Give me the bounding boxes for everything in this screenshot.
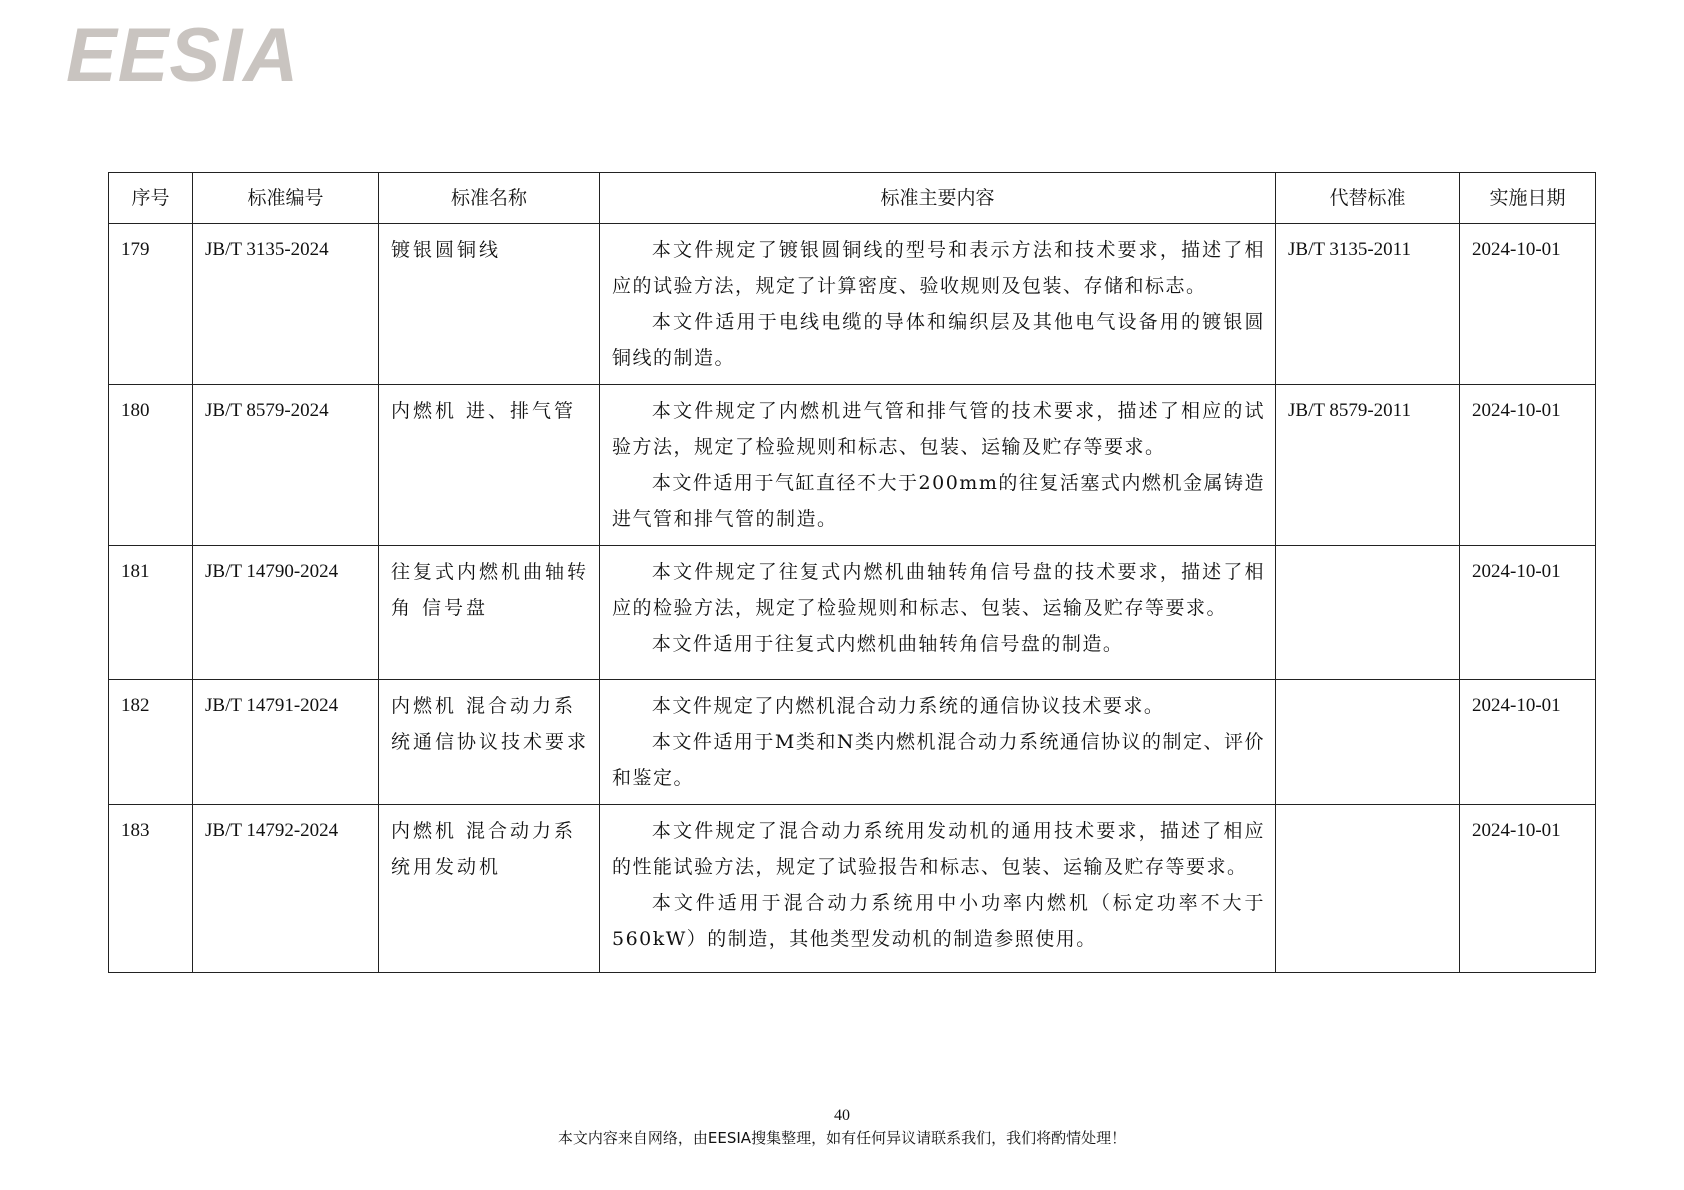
standard-code: JB/T 8579-2024 xyxy=(193,385,379,546)
row-number: 181 xyxy=(109,546,193,680)
replaced-standard: JB/T 8579-2011 xyxy=(1276,385,1460,546)
page-number: 40 xyxy=(834,1107,850,1124)
standard-content xyxy=(600,224,1276,385)
standard-name: 镀银圆铜线 xyxy=(379,224,600,385)
column-header-date: 实施日期 xyxy=(1460,173,1596,224)
table-row xyxy=(109,805,1596,973)
standard-name: 内燃机 进、排气管 xyxy=(379,385,600,546)
standard-content xyxy=(600,385,1276,546)
row-number: 182 xyxy=(109,680,193,805)
content-paragraph: 本文件规定了内燃机进气管和排气管的技术要求，描述了相应的试验方法，规定了检验规则和标志、包装、运输及贮存等要求。 xyxy=(612,400,1265,458)
content-paragraph: 本文件适用于气缸直径不大于200mm的往复活塞式内燃机金属铸造进气管和排气管的制造。 xyxy=(612,472,1265,530)
column-header-name: 标准名称 xyxy=(379,173,600,224)
standard-content xyxy=(600,680,1276,805)
content-paragraph: 本文件适用于M类和N类内燃机混合动力系统通信协议的制定、评价和鉴定。 xyxy=(612,731,1265,789)
column-header-content: 标准主要内容 xyxy=(600,173,1276,224)
column-header-code: 标准编号 xyxy=(193,173,379,224)
standard-content xyxy=(600,546,1276,680)
standard-code: JB/T 14790-2024 xyxy=(193,546,379,680)
content-paragraph: 本文件规定了往复式内燃机曲轴转角信号盘的技术要求，描述了相应的检验方法，规定了检验规则和标志、包装、运输及贮存等要求。 xyxy=(612,561,1265,619)
replaced-standard xyxy=(1276,805,1460,973)
table-row xyxy=(109,385,1596,546)
replaced-standard: JB/T 3135-2011 xyxy=(1276,224,1460,385)
implementation-date: 2024-10-01 xyxy=(1460,680,1596,805)
column-header-no: 序号 xyxy=(109,173,193,224)
row-number: 179 xyxy=(109,224,193,385)
table-header-row xyxy=(109,173,1596,224)
content-paragraph: 本文件适用于电线电缆的导体和编织层及其他电气设备用的镀银圆铜线的制造。 xyxy=(612,311,1265,369)
content-paragraph: 本文件适用于混合动力系统用中小功率内燃机（标定功率不大于560kW）的制造，其他类型发动机的制造参照使用。 xyxy=(612,892,1265,950)
row-number: 180 xyxy=(109,385,193,546)
row-number: 183 xyxy=(109,805,193,973)
eesia-logo: EESIA xyxy=(66,13,300,98)
standard-name: 内燃机 混合动力系统通信协议技术要求 xyxy=(379,680,600,805)
standards-table xyxy=(108,172,1596,973)
standard-code: JB/T 14792-2024 xyxy=(193,805,379,973)
table-row xyxy=(109,224,1596,385)
implementation-date: 2024-10-01 xyxy=(1460,805,1596,973)
content-paragraph: 本文件规定了镀银圆铜线的型号和表示方法和技术要求，描述了相应的试验方法，规定了计算密度、验收规则及包装、存储和标志。 xyxy=(612,239,1265,297)
replaced-standard xyxy=(1276,680,1460,805)
implementation-date: 2024-10-01 xyxy=(1460,546,1596,680)
standard-code: JB/T 3135-2024 xyxy=(193,224,379,385)
standard-content xyxy=(600,805,1276,973)
content-paragraph: 本文件规定了内燃机混合动力系统的通信协议技术要求。 xyxy=(651,695,1165,717)
column-header-replaces: 代替标准 xyxy=(1276,173,1460,224)
table-row xyxy=(109,680,1596,805)
standard-name: 往复式内燃机曲轴转角 信号盘 xyxy=(379,546,600,680)
implementation-date: 2024-10-01 xyxy=(1460,385,1596,546)
footer-notice: 本文内容来自网络，由EESIA搜集整理，如有任何异议请联系我们，我们将酌情处理！ xyxy=(557,1129,1127,1147)
table-row xyxy=(109,546,1596,680)
content-paragraph: 本文件适用于往复式内燃机曲轴转角信号盘的制造。 xyxy=(651,633,1124,655)
replaced-standard xyxy=(1276,546,1460,680)
content-paragraph: 本文件规定了混合动力系统用发动机的通用技术要求，描述了相应的性能试验方法，规定了试验报告和标志、包装、运输及贮存等要求。 xyxy=(612,820,1265,878)
standard-name: 内燃机 混合动力系统用发动机 xyxy=(379,805,600,973)
standard-code: JB/T 14791-2024 xyxy=(193,680,379,805)
implementation-date: 2024-10-01 xyxy=(1460,224,1596,385)
